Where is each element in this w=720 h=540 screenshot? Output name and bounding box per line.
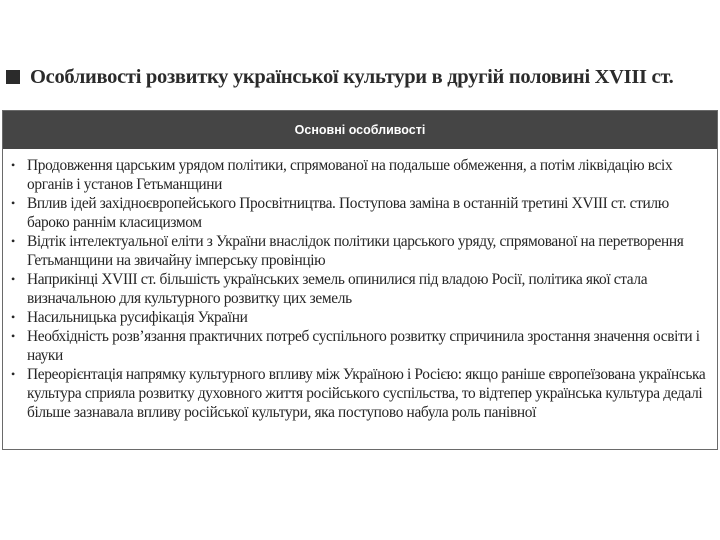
- list-item-text: Насильницька русифікація України: [27, 309, 248, 326]
- list-item: [9, 270, 709, 308]
- list-item: [9, 365, 709, 422]
- list-item-text: Наприкінці XVIII ст. більшість українських земель опинилися під владою Росії, політика якої стала визначальною для культурного розвитку цих земель: [27, 271, 648, 307]
- bullet-icon: •: [11, 234, 15, 248]
- table-header: [3, 111, 717, 149]
- list-item: [9, 194, 709, 232]
- features-table: [2, 110, 718, 450]
- list-item-text: Продовження царським урядом політики, спрямованої на подальше обмеження, а потім ліквідацію всіх органів і установ Гетьманщини: [27, 157, 673, 193]
- page-title: Особливості розвитку української культури в другій половині XVIII ст.: [30, 65, 674, 88]
- list-item-text: Вплив ідей західноєвропейського Просвітництва. Поступова заміна в останній третині XVIII ст. стилю бароко раннім класицизмом: [27, 195, 669, 231]
- bullet-icon: •: [11, 272, 15, 286]
- list-item: [9, 327, 709, 365]
- table-header-label: Основні особливості: [294, 123, 426, 137]
- bullet-icon: •: [11, 329, 15, 343]
- list-item-text: Відтік інтелектуальної еліти з України внаслідок політики царського уряду, спрямованої на перетворення Гетьманщини на звичайну імперську провінцію: [27, 233, 684, 269]
- square-bullet-icon: [6, 70, 20, 84]
- list-item: [9, 232, 709, 270]
- bullet-icon: •: [11, 196, 15, 210]
- list-item-text: Переорієнтація напрямку культурного впливу між Україною і Росією: якщо раніше європеїзована українська культура сприяла розвитку духовного життя російського суспільства, то відтепер українська культура дедалі більше зазнавала впливу російської культури, яка поступово набула роль панівної: [27, 366, 706, 421]
- bullet-icon: •: [11, 158, 15, 172]
- bullet-icon: •: [11, 367, 15, 381]
- list-item: [9, 156, 709, 194]
- features-list: [3, 149, 717, 422]
- list-item: [9, 308, 709, 327]
- bullet-icon: •: [11, 310, 15, 324]
- page-title-row: [6, 60, 673, 94]
- list-item-text: Необхідність розв’язання практичних потреб суспільного розвитку спричинила зростання значення освіти і науки: [27, 328, 700, 364]
